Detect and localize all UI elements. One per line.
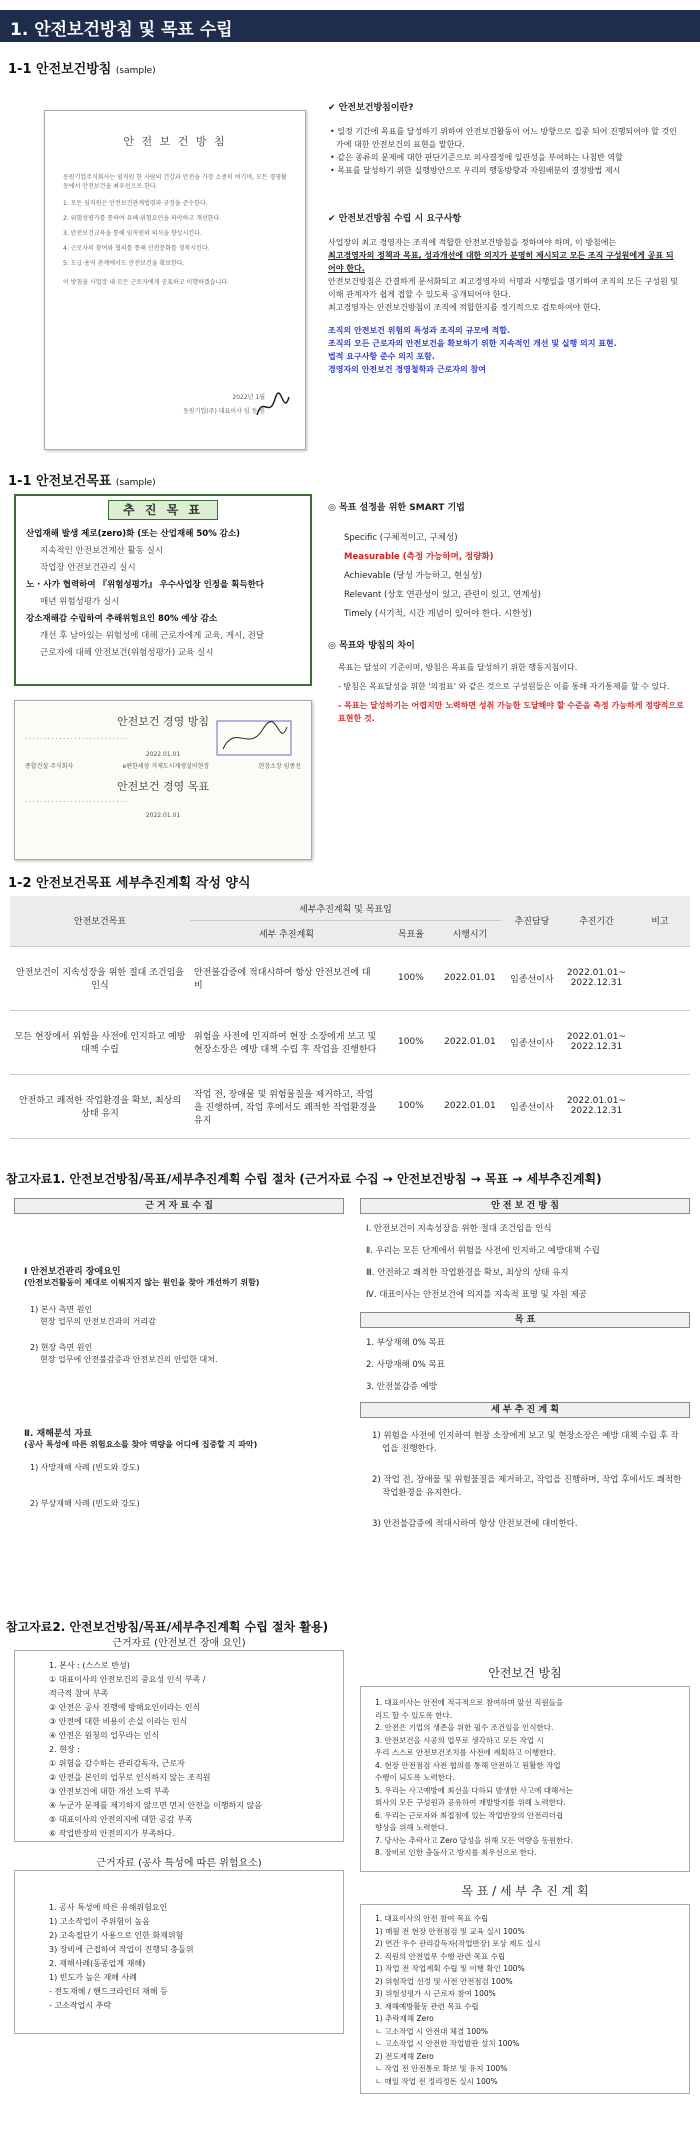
doc-line: 3. 안전보건교육을 통해 임직원의 의식을 향상시킨다. xyxy=(63,230,202,237)
section-heading-table: 1-2 안전보건목표 세부추진계획 작성 양식 xyxy=(8,876,251,891)
r2-left-b-line: 2) 고속절단기 사용으로 인한 화재위험 xyxy=(49,1931,184,1940)
board-item: 매년 위험성평가 실시 xyxy=(40,597,120,607)
r2-right-b-line: 2. 직원의 안전업무 수행 관련 목표 수립 xyxy=(375,1951,506,1961)
paper-title-1: 안전보건 경영 방침 xyxy=(116,715,209,728)
page-title-bar xyxy=(0,10,700,42)
goal-header: 목 표 xyxy=(360,1312,690,1328)
r2-right-b-line: 1. 대표이사의 안전 참여 목표 수립 xyxy=(375,1914,489,1923)
r2-right-title-2: 목 표 / 세 부 추 진 계 획 xyxy=(461,1884,589,1898)
req-line-2: 최고경영자의 정책과 목표, 성과개선에 대한 의지가 분명히 제시되고 모든 조직 구성원에게 공표 되어야 한다. xyxy=(328,251,674,273)
paper-sig: 종합건설 주식회사 xyxy=(25,763,74,770)
diff-title: ◎ 목표와 방침의 차이 xyxy=(328,641,415,651)
what-item: • 같은 종류의 문제에 대한 판단기준으로 의사결정에 일관성을 부여하는 나침반 역할 xyxy=(330,153,623,162)
cell-plan: 안전불감증에 적대시하여 항상 안전보건에 대비 xyxy=(190,946,383,1010)
r2-left-a-line: ② 안전은 공사 진행에 방해요인이라는 인식 xyxy=(49,1703,201,1712)
ref1-left-body xyxy=(24,1264,344,1534)
check-item: 법적 요구사항 준수 의지 포함. xyxy=(328,352,435,361)
policy-item: Ⅳ. 대표이사는 안전보건에 의지를 지속적 표명 및 자원 제공 xyxy=(366,1290,588,1300)
r2-right-a-line: 1. 대표이사는 안전에 적극적으로 참여하며 앞선 직원들을 xyxy=(375,1698,564,1707)
r2-right-b-line: 1) 매월 전 현장 안전점검 및 교육 실시 100% xyxy=(375,1926,525,1936)
th-sub: 세부 추진계획 xyxy=(190,921,383,946)
doc-line: 1. 모든 임직원은 안전보건관계법령과 규정을 준수한다. xyxy=(63,200,208,207)
what-list xyxy=(328,125,678,177)
l2-item: 2) 부상재해 사례 (빈도와 강도) xyxy=(30,1499,140,1508)
r2-right-a xyxy=(360,1686,690,1872)
r2-right-b-line: 2) 연간 우수 관리감독자(작업반장) 포상 제도 실시 xyxy=(375,1939,541,1948)
th-plan: 세부추진계획 및 목표입 xyxy=(190,896,501,921)
l1-item: 2) 현장 측면 원인 xyxy=(30,1343,93,1352)
smart-title: ◎ 목표 설정을 위한 SMART 기법 xyxy=(328,503,465,513)
paper-site: e편한세상 거제도시재생설비현장 xyxy=(122,763,210,770)
doc-date: 2022년 1월 xyxy=(232,394,265,401)
doc-intro: 동원기업주식회사는 임직원 한 사람의 건강과 안전을 가장 소중히 여기며, 모든 경영활동에서 안전보건을 최우선으로 한다. xyxy=(63,174,287,190)
diff-title-text: 목표와 방침의 차이 xyxy=(339,641,415,651)
check-list xyxy=(328,324,678,376)
page-title: 1. 안전보건방침 및 목표 수립 xyxy=(10,20,233,40)
ref1-heading: 참고자료1. 안전보건방침/목표/세부추진계획 수립 절차 (근거자료 수집 → 안전보건방침 → 목표 → 세부추진계획) xyxy=(6,1172,602,1186)
plan-item: 3) 안전불감증에 적대시하여 항상 안전보건에 대비한다. xyxy=(372,1519,578,1529)
r2-right-b-line: 3) 위험성평가 시 근로자 참여 100% xyxy=(375,1989,496,1998)
policy-item: Ⅲ. 안전하고 쾌적한 작업환경을 확보, 최상의 상태 유지 xyxy=(366,1268,569,1278)
l2-item: 1) 사망재해 사례 (빈도와 강도) xyxy=(30,1463,140,1472)
l1-item: 1) 본사 측면 원인 xyxy=(30,1305,93,1314)
r2-right-b-line: ㄴ 작업 전 안전통로 확보 및 유지 100% xyxy=(375,2064,508,2073)
paper-date-2: 2022.01.01 xyxy=(145,812,181,819)
l1-items xyxy=(24,1304,344,1366)
paper-date-1: 2022.01.01 xyxy=(145,751,181,758)
table-row xyxy=(10,1074,690,1138)
check-item: 경영자의 안전보건 경영철학과 근로자의 참여 xyxy=(328,365,486,374)
diff-1: 목표는 달성의 기준이며, 방침은 목표를 달성하기 위한 행동지침이다. xyxy=(338,663,578,672)
policy-document xyxy=(44,110,306,450)
section-heading-goals xyxy=(8,470,156,489)
policy-items xyxy=(360,1218,690,1306)
th-owner: 추진담당 xyxy=(501,896,563,946)
r2-left-title-2: 근거자료 (공사 특성에 따른 위험요소) xyxy=(96,1858,262,1869)
smart-item: Relevant (상호 연관성이 있고, 관련이 있고, 연계성) xyxy=(344,590,541,600)
r2-right-b-line: 1) 추락재해 Zero xyxy=(375,2014,434,2023)
plan-item: 2) 작업 전, 장애물 및 위험물질을 제거하고, 작업을 진행하며, 작업 후에서도 쾌적한 작업환경을 유지한다. xyxy=(372,1475,682,1498)
diff-3: - 목표는 달성하기는 어렵지만 노력하면 성취 가능한 도달해야 할 수준을 측정 가능하게 정량적으로 표현한 것. xyxy=(338,701,684,723)
table-row xyxy=(10,946,690,1010)
cell-period: 2022.01.01~ 2022.12.31 xyxy=(563,1074,630,1138)
smart-item: Achievable (달성 가능하고, 현실성) xyxy=(344,571,482,581)
r2-right-a-line: 회사의 모든 구성원과 공유하여 재발방지를 위해 노력한다. xyxy=(375,1798,566,1807)
req-title-text: 안전보건방침 수립 시 요구사항 xyxy=(338,214,462,224)
r2-right-b-line: 3. 재해예방활동 관련 목표 수립 xyxy=(375,2001,479,2011)
ref2-heading: 참고자료2. 안전보건방침/목표/세부추진계획 수립 절차 활용) xyxy=(6,1620,329,1634)
board-item: 산업재해 발생 제로(zero)화 (또는 산업재해 50% 감소) xyxy=(26,529,240,539)
r2-right-b-line: 2) 전도재해 Zero xyxy=(375,2051,434,2061)
what-item: • 목표를 달성하기 위한 실행방안으로 우리의 행동방향과 자원배분의 결정방법 제시 xyxy=(330,166,621,175)
r2-right-b xyxy=(360,1904,690,2094)
policy-header: 안 전 보 건 방 침 xyxy=(360,1198,690,1214)
cell-note xyxy=(630,1010,690,1074)
r2-left-b-line: 1. 공사 특성에 따른 유해위험요인 xyxy=(49,1903,168,1912)
r2-right-b-line: ㄴ 고소작업 시 안전대 체결 100% xyxy=(375,2026,489,2036)
plan-header: 세 부 추 진 계 획 xyxy=(360,1402,690,1418)
cell-target: 100% xyxy=(383,1074,439,1138)
r2-right-a-line: 리드 할 수 있도록 한다. xyxy=(375,1710,453,1720)
th-goal: 안전보건목표 xyxy=(10,896,190,946)
r2-left-a-line: ④ 안전은 원청의 업무라는 인식 xyxy=(49,1731,160,1740)
r2-left-title: 근거자료 (안전보건 장애 요인) xyxy=(112,1638,246,1649)
cell-goal: 안전하고 쾌적한 작업환경을 확보, 최상의 상태 유지 xyxy=(10,1074,190,1138)
cell-goal: 모든 현장에서 위험을 사전에 인지하고 예방대책 수립 xyxy=(10,1010,190,1074)
cell-target: 100% xyxy=(383,1010,439,1074)
cell-period: 2022.01.01~ 2022.12.31 xyxy=(563,946,630,1010)
smart-list xyxy=(328,529,688,624)
r2-right-a-line: 4. 현장 안전점검 사전 협의를 통해 안전하고 원활한 작업 xyxy=(375,1760,561,1770)
th-start: 시행시기 xyxy=(439,921,501,946)
r2-right-a-line: 우리 스스로 안전보건조치를 사전에 계획하고 이행한다. xyxy=(375,1748,556,1757)
board-list xyxy=(26,526,304,662)
r2-right-b-line: 2) 위험작업 선정 및 사전 안전점검 100% xyxy=(375,1976,513,1986)
smart-item: Specific (구체적이고, 구체성) xyxy=(344,533,458,543)
r2-left-b-line: 2. 재해사례(동종업계 재해) xyxy=(49,1959,146,1968)
check-item: 조직의 안전보건 위험의 특성과 조직의 규모에 적합. xyxy=(328,326,511,335)
sample-tag: (sample) xyxy=(115,478,156,488)
stamp-image xyxy=(215,719,295,759)
doc-lines xyxy=(63,199,287,268)
cell-owner: 임종선이사 xyxy=(501,1074,563,1138)
l2-items xyxy=(24,1462,344,1510)
r2-left-a-line: ③ 안전보건에 대한 개선 노력 부족 xyxy=(49,1787,170,1796)
cell-note xyxy=(630,1074,690,1138)
r2-left-a-line: ② 안전을 본인의 업무로 인식하지 않는 조직원 xyxy=(49,1773,211,1782)
r2-right-a-line: 3. 안전보건을 시공의 업무로 생각하고 모든 작업 시 xyxy=(375,1735,544,1745)
heading-text: 1-1 안전보건방침 xyxy=(8,62,112,77)
req-title: ✔ 안전보건방침 수립 시 요구사항 xyxy=(328,214,462,224)
board-title: 추 진 목 표 xyxy=(108,500,218,520)
r2-right-a-line: 5. 우리는 사고예방에 최선을 다하되 발생한 사고에 대해서는 xyxy=(375,1785,573,1795)
cell-target: 100% xyxy=(383,946,439,1010)
plan-item: 1) 위험을 사전에 인지하여 현장 소장에게 보고 및 현장소장은 예방 대책 수립 후 작업을 진행한다. xyxy=(372,1431,679,1454)
cell-goal: 안전보건이 지속성장을 위한 절대 조건임을 인식 xyxy=(10,946,190,1010)
r2-right-a-line: 수행이 되도록 노력한다. xyxy=(375,1773,455,1782)
diff-2: - 방침은 목표달성을 위한 '의점표' 와 같은 것으로 구성원들은 이를 통해 자기통제를 할 수 있다. xyxy=(338,682,670,691)
board-item: 작업장 안전보건관리 실시 xyxy=(40,563,136,573)
r2-left-a-line: ① 대표이사의 안전보건의 중요성 인식 부족 / xyxy=(49,1675,206,1684)
goal-item: 2. 사망재해 0% 목표 xyxy=(366,1360,445,1370)
doc-line: 2. 위험성평가를 통하여 유해·위험요인을 파악하고 개선한다. xyxy=(63,215,222,222)
board-item: 근로자에 대해 안전보건(위험성평가) 교육 실시 xyxy=(40,648,214,658)
l1-sub: (안전보건활동이 제대로 이뤄지지 않는 원인을 찾아 개선하기 위함) xyxy=(24,1278,260,1287)
board-item: 개선 후 남아있는 위험성에 대해 근로자에게 교육, 게시, 전달 xyxy=(40,631,265,641)
cell-note xyxy=(630,946,690,1010)
r2-right-b-line: ㄴ 고소작업 시 안전한 작업발판 설치 100% xyxy=(375,2039,520,2048)
req-line-4: 최고경영자는 안전보건방침이 조직에 적합한지를 정기적으로 검토하여야 한다. xyxy=(328,303,601,312)
goal-board xyxy=(14,494,312,686)
goal-paper: 안전보건 경영 방침 · · · · · · · · · · · · · · · · · · · · · · · · · · · 2022.01.01 종합건설 주식회사 e편한세상 거제도시재생설비현장 현장소장 임종선 안전보건 경영 목표 · · · · · · · · · · · · · · · · · · · · · · · · · · · 2022.01.01 xyxy=(14,700,312,860)
l1-item: 현장 업무에 안전불감증과 안전보건의 안일한 대처. xyxy=(40,1355,218,1364)
req-line-3: 안전보건방침은 간결하게 문서화되고 최고경영자의 서명과 시행일을 명기하여 조직의 모든 구성원 및 이해 관계자가 쉽게 접할 수 있도록 공개되어야 한다. xyxy=(328,277,679,299)
cell-start: 2022.01.01 xyxy=(439,1010,501,1074)
cell-owner: 임종선이사 xyxy=(501,1010,563,1074)
paper-title-2: 안전보건 경영 목표 xyxy=(116,780,209,793)
signature-image xyxy=(253,389,293,423)
what-item: • 일정 기간에 목표를 달성하기 위하여 안전보건활동이 어느 방향으로 집중 되어 진행되어야 할 것인가에 대한 안전보건의 표현을 말한다. xyxy=(330,127,677,149)
goal-item: 1. 부상재해 0% 목표 xyxy=(366,1338,445,1348)
r2-left-a-line: ⑤ 대표이사의 안전의지에 대한 공감 부족 xyxy=(49,1815,193,1824)
l1-item: 현장 업무의 안전보건과의 거리감 xyxy=(40,1317,156,1326)
r2-right-title: 안전보건 방침 xyxy=(488,1666,562,1680)
doc-line: 5. 도급·용역 관계에서도 안전보건을 확보한다. xyxy=(63,260,185,267)
l2-sub: (공사 특성에 따른 위험요소를 찾아 역량을 어디에 집중할 지 파악) xyxy=(24,1440,258,1449)
r2-right-a-line: 향상을 위해 노력한다. xyxy=(375,1823,448,1832)
sample-tag: (sample) xyxy=(115,66,156,76)
r2-left-a-line: ① 위험을 감수하는 관리감독자, 근로자 xyxy=(49,1759,185,1768)
doc-title: 안 전 보 건 방 침 xyxy=(123,135,227,148)
what-title-text: 안전보건방침이란? xyxy=(338,103,414,113)
goal-item: 3. 안전불감증 예방 xyxy=(366,1382,437,1392)
r2-left-a-line: ④ 누군가 문제를 제기하지 않으면 먼저 안전을 이행하지 않음 xyxy=(49,1801,262,1810)
r2-left-a-line: ③ 안전에 대한 비용이 손실 이라는 인식 xyxy=(49,1717,188,1726)
l1-title: Ⅰ 안전보건관리 장애요인 xyxy=(24,1267,121,1277)
plan-items xyxy=(368,1430,684,1549)
cell-plan: 작업 전, 장애물 및 위험물질을 제거하고, 작업을 진행하며, 작업 후에서도 쾌적한 작업환경을 유지 xyxy=(190,1074,383,1138)
th-target: 목표율 xyxy=(383,921,439,946)
r2-left-a xyxy=(14,1650,344,1842)
l2-title: Ⅱ. 재해분석 자료 xyxy=(24,1429,92,1439)
req-line-1: 사업장의 최고 경영자는 조직에 적합한 안전보건방침을 정하여야 하며, 이 방침에는 xyxy=(328,238,617,247)
r2-left-a-line: 1. 본사 : (스스로 반성) xyxy=(49,1661,130,1670)
r2-left-a-line: 적극적 참여 부족 xyxy=(49,1689,109,1698)
r2-left-b xyxy=(14,1870,344,2034)
cell-period: 2022.01.01~ 2022.12.31 xyxy=(563,1010,630,1074)
paper-manager: 현장소장 임종선 xyxy=(258,763,301,770)
doc-line: 4. 근로자의 참여와 협의를 통해 안전문화를 정착시킨다. xyxy=(63,245,210,252)
policy-item: Ⅰ. 안전보건이 지속성장을 위한 절대 조건임을 인식 xyxy=(366,1224,552,1234)
policy-item: Ⅱ. 우리는 모든 단계에서 위험을 사전에 인지하고 예방대책 수립 xyxy=(366,1246,600,1256)
table-row xyxy=(10,1010,690,1074)
doc-signer: 동원기업(주) 대표이사 임 동 원 xyxy=(183,408,265,415)
ref1-left-header: 근 거 자 료 수 집 xyxy=(14,1198,344,1214)
r2-left-b-line: 1) 고소작업이 주위험이 높음 xyxy=(49,1917,150,1926)
plan-table xyxy=(10,896,690,1139)
r2-left-a-line: ⑥ 작업반장의 안전의지가 부족하다. xyxy=(49,1829,175,1838)
smart-title-text: 목표 설정을 위한 SMART 기법 xyxy=(339,503,465,513)
r2-left-b-line: 3) 장비에 근접하여 작업이 진행되 충돌위 xyxy=(49,1945,194,1954)
what-title: ✔ 안전보건방침이란? xyxy=(328,103,414,113)
smart-item: Timely (시기적, 시간 개념이 있어야 한다. 시한성) xyxy=(344,609,532,619)
r2-right-b-line: ㄴ 매일 작업 전 정리정돈 실시 100% xyxy=(375,2076,498,2086)
th-note: 비고 xyxy=(630,896,690,946)
r2-right-b-line: 1) 작업 전 작업계획 수립 및 이행 확인 100% xyxy=(375,1964,525,1973)
r2-right-a-line: 6. 우리는 근로자와 최접점에 있는 작업반장의 안전리더쉽 xyxy=(375,1810,564,1820)
r2-left-b-line: - 고소작업시 추락 xyxy=(49,2001,112,2010)
cell-owner: 임종선이사 xyxy=(501,946,563,1010)
r2-left-b-line: - 전도재해 / 핸드크라인더 재해 등 xyxy=(49,1987,168,1996)
smart-panel xyxy=(328,500,688,725)
r2-left-b-line: 1) 빈도가 높은 재해 사례 xyxy=(49,1973,137,1982)
board-item: 노 · 사가 협력하여 『위험성평가』 우수사업장 인정을 획득한다 xyxy=(26,580,265,590)
cell-start: 2022.01.01 xyxy=(439,946,501,1010)
th-period: 추진기간 xyxy=(563,896,630,946)
cell-plan: 위험을 사전에 인지하여 현장 소장에게 보고 및 현장소장은 예방 대책 수립 후 작업을 진행한다 xyxy=(190,1010,383,1074)
r2-left-a-line: 2. 현장 : xyxy=(49,1745,80,1754)
policy-explain xyxy=(328,100,678,376)
check-item: 조직의 모든 근로자의 안전보건을 확보하기 위한 지속적인 개선 및 실행 의지 표현. xyxy=(328,339,617,348)
r2-right-a-line: 7. 당사는 추락사고 Zero 달성을 위해 모든 역량을 동원한다. xyxy=(375,1835,574,1845)
board-item: 지속적인 안전보건계산 활동 실시 xyxy=(40,546,164,556)
goal-items xyxy=(360,1332,690,1398)
board-item: 강소재해감 수립하여 추해위험요인 80% 예상 감소 xyxy=(26,614,218,624)
section-heading-policy xyxy=(8,58,156,77)
heading-text: 1-1 안전보건목표 xyxy=(8,474,112,489)
r2-right-a-line: 2. 안전은 기업의 생존을 위한 필수 조건임을 인식한다. xyxy=(375,1723,554,1732)
doc-closing: 이 방침을 사업장 내 모든 근로자에게 공표하고 이행하겠습니다. xyxy=(63,279,229,286)
r2-right-a-line: 8. 장비로 인한 충돌사고 방지를 최우선으로 한다. xyxy=(375,1848,537,1857)
smart-item: Measurable (측정 가능하며, 정량화) xyxy=(344,552,494,562)
cell-start: 2022.01.01 xyxy=(439,1074,501,1138)
